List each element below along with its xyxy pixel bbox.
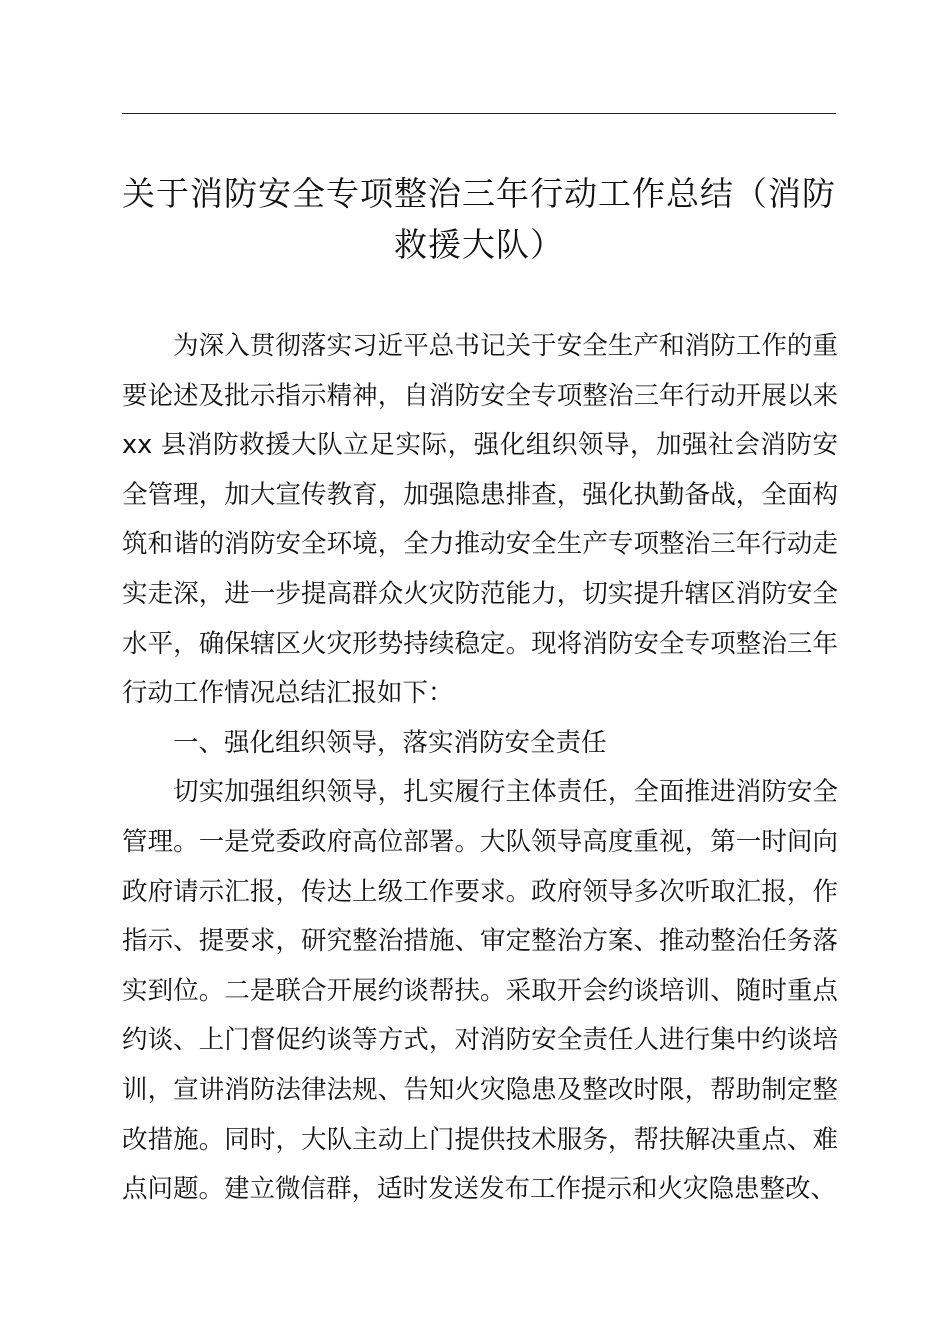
document-body bbox=[122, 322, 838, 1215]
section-heading-1: 一、强化组织领导，落实消防安全责任 bbox=[173, 727, 607, 758]
section-1-paragraph: 切实加强组织领导，扎实履行主体责任，全面推进消防安全管理。一是党委政府高位部署。大队领导高度重视，第一时间向政府请示汇报，传达上级工作要求。政府领导多次听取汇报，作指示、提要求，研究整治措施、审定整治方案、推动整治任务落实到位。二是联合开展约谈帮扶。采取开会约谈培训、随时重点约谈、上门督促约谈等方式，对消防安全责任人进行集中约谈培训，宣讲消防法律法规、告知火灾隐患及整改时限，帮助制定整改措施。同时，大队主动上门提供技术服务，帮扶解决重点、难点问题。建立微信群，适时发送发布工作提示和火灾隐患整改、 bbox=[122, 777, 838, 1205]
intro-paragraph: 为深入贯彻落实习近平总书记关于安全生产和消防工作的重要论述及批示指示精神，自消防安全专项整治三年行动开展以来 xx 县消防救援大队立足实际，强化组织领导，加强社会消防安全管理，加大宣传教育，加强隐患排查，强化执勤备战，全面构筑和谐的消防安全环境，全力推动安全生产专项整治三年行动走实走深，进一步提高群众火灾防范能力，切实提升辖区消防安全水平，确保辖区火灾形势持续稳定。现将消防安全专项整治三年行动工作情况总结汇报如下： bbox=[122, 331, 838, 709]
header-rule bbox=[122, 113, 836, 114]
document-title: 关于消防安全专项整治三年行动工作总结（消防救援大队） bbox=[122, 174, 836, 264]
